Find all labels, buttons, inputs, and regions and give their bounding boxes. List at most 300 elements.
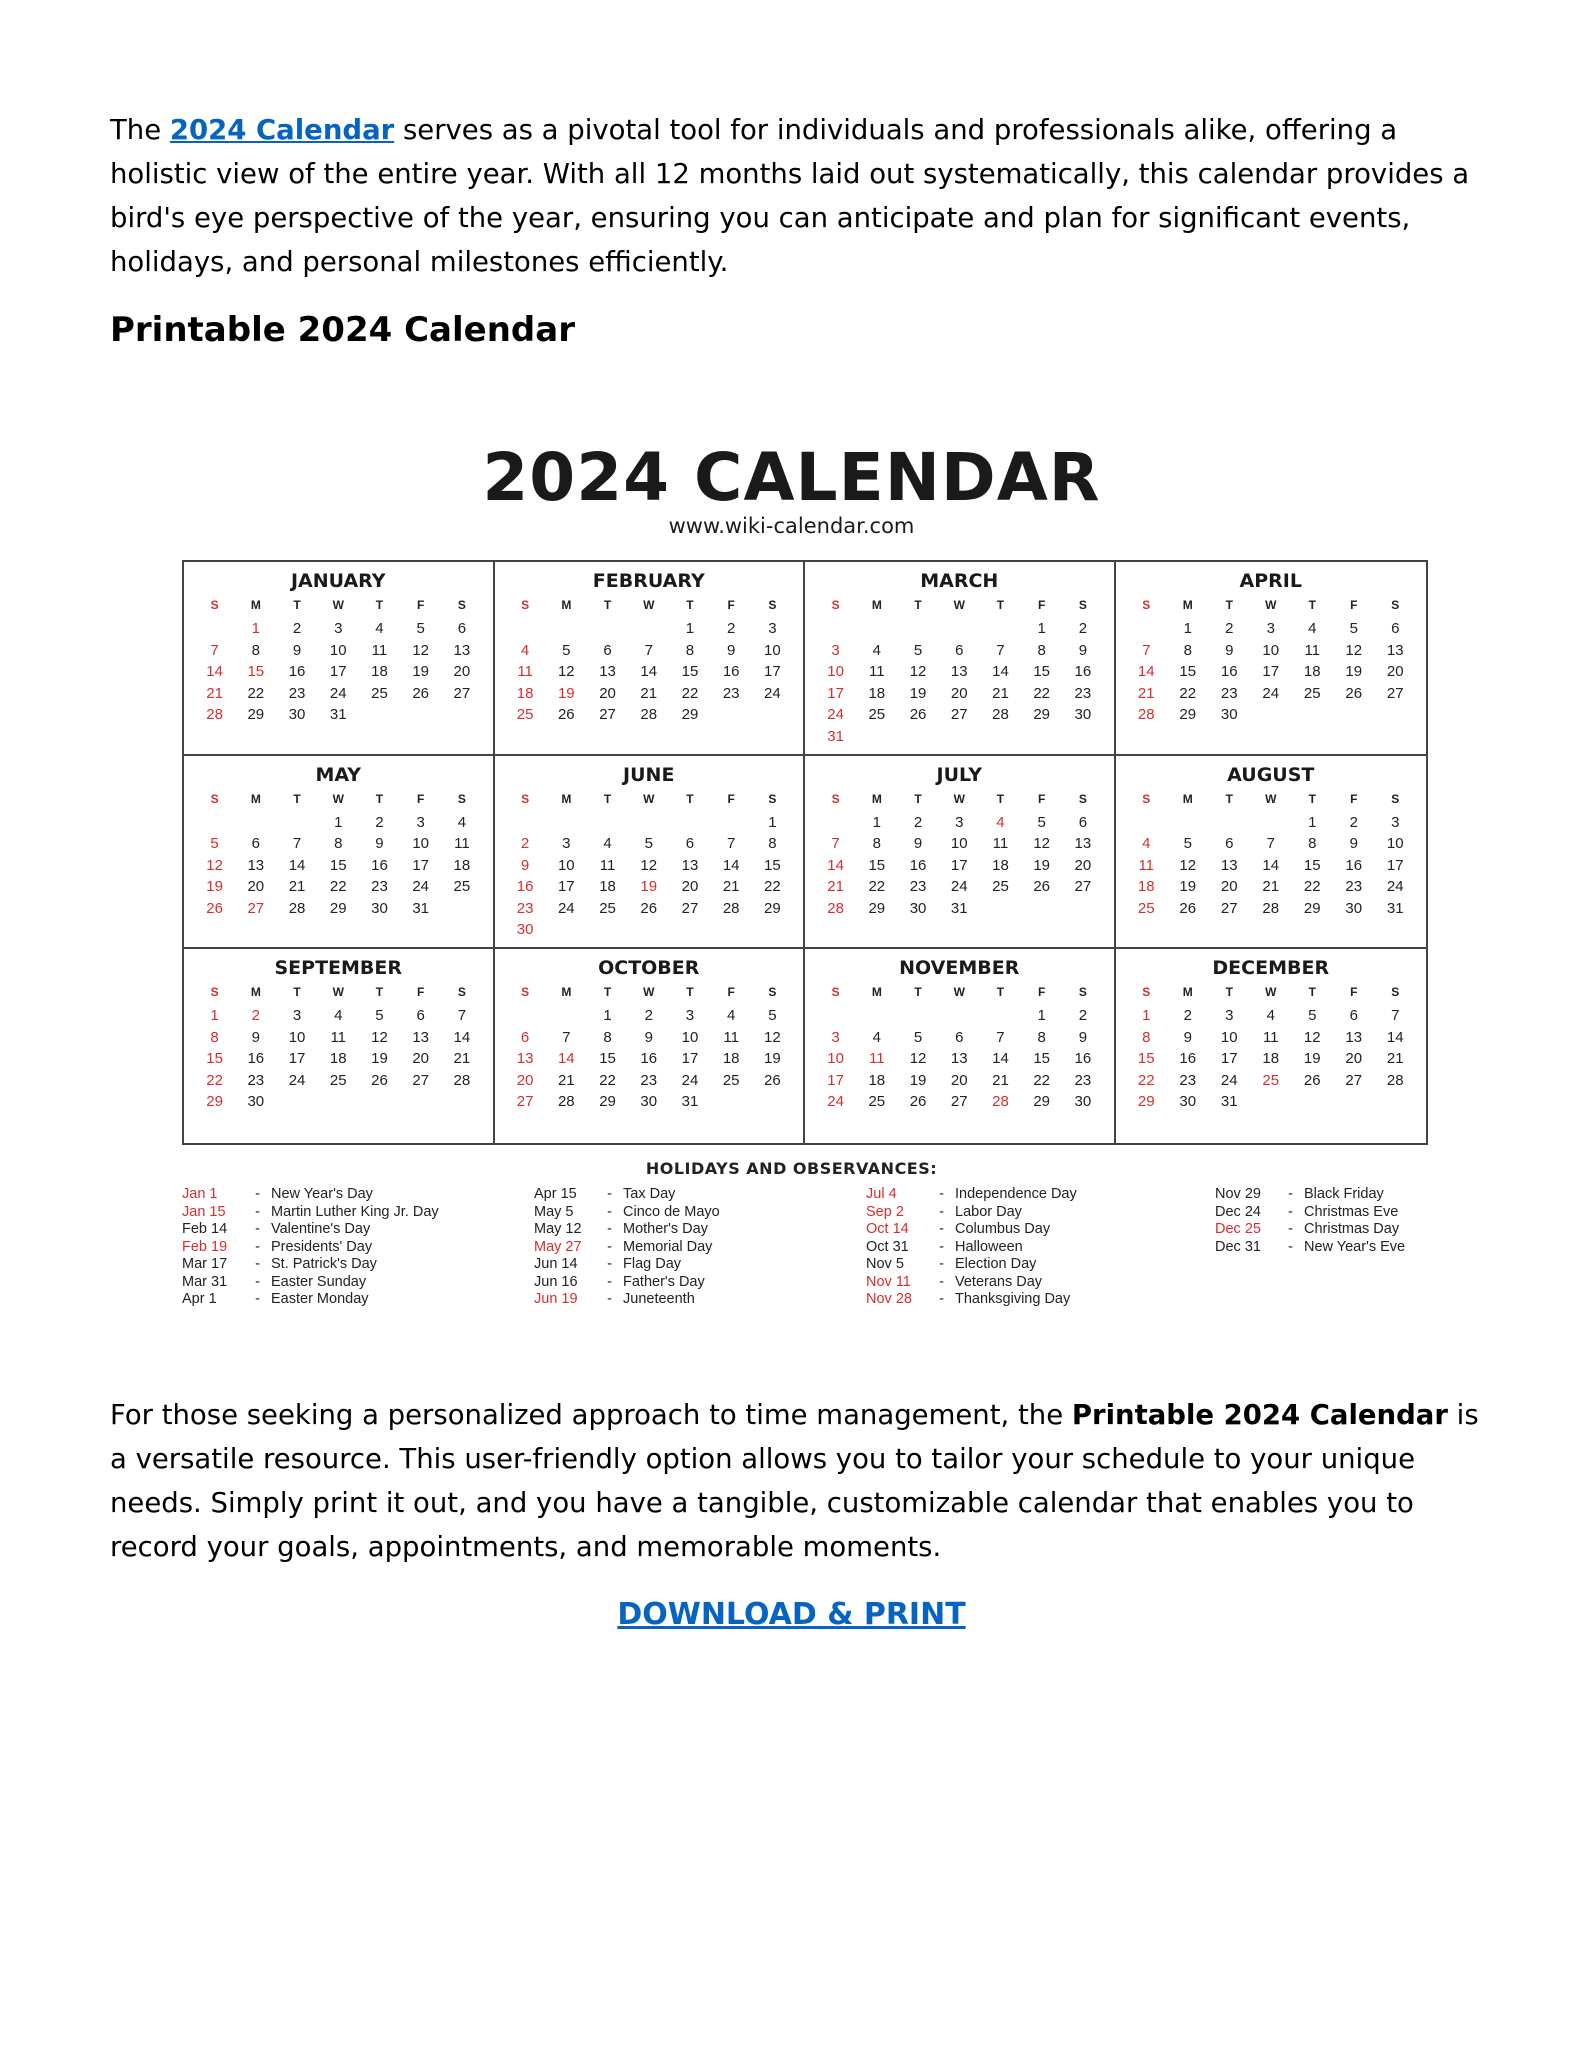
- weekday-header: T: [914, 791, 922, 806]
- day-cell: 9: [520, 856, 530, 874]
- weekday-header: S: [457, 598, 466, 612]
- day-cell: 28: [827, 899, 844, 917]
- day-cell: 7: [1142, 641, 1151, 659]
- week-row: [505, 919, 794, 941]
- empty-cell: [359, 704, 400, 726]
- day-cell: 16: [371, 856, 388, 874]
- holiday-item: [534, 1186, 720, 1204]
- empty-cell: [546, 812, 587, 834]
- day-cell: 20: [247, 878, 265, 896]
- holiday-dash: -: [255, 1186, 260, 1202]
- empty-cell: [546, 618, 587, 640]
- day-cell: 21: [1262, 878, 1280, 896]
- day-cell: 10: [1262, 641, 1280, 659]
- day-cell: 27: [1386, 684, 1404, 702]
- holiday-dash: -: [939, 1203, 944, 1220]
- week-row: [815, 1091, 1104, 1113]
- weekday-header: M: [1182, 791, 1193, 806]
- day-cell: 31: [1386, 899, 1404, 917]
- holiday-date: Sep 2: [866, 1203, 904, 1220]
- day-cell: 23: [722, 684, 740, 702]
- day-cell: 6: [955, 1028, 964, 1046]
- week-row: [505, 640, 794, 662]
- day-cell: 6: [251, 835, 260, 853]
- day-cell: 2: [375, 813, 384, 831]
- month-name: FEBRUARY: [592, 570, 705, 592]
- day-cell: 7: [292, 835, 302, 853]
- day-cell: 11: [723, 1028, 739, 1046]
- day-cell: 10: [288, 1028, 306, 1046]
- day-cell: 9: [1078, 641, 1088, 659]
- weekday-header: S: [1078, 598, 1087, 612]
- day-cell: 31: [950, 899, 968, 917]
- holiday-dash: -: [607, 1238, 612, 1255]
- day-cell: 14: [992, 663, 1009, 680]
- day-cell: 24: [827, 1093, 844, 1111]
- day-cell: 16: [722, 663, 740, 680]
- day-cell: 26: [412, 684, 430, 702]
- holiday-column: [182, 1186, 439, 1309]
- day-cell: 11: [1262, 1028, 1279, 1046]
- holiday-date: Nov 11: [866, 1273, 911, 1290]
- empty-cell: [276, 812, 317, 834]
- day-cell: 15: [681, 663, 699, 680]
- day-cell: 29: [1303, 899, 1321, 917]
- empty-cell: [939, 726, 980, 748]
- weekday-header: T: [375, 598, 384, 612]
- day-cell: 24: [1386, 878, 1404, 896]
- empty-cell: [587, 812, 628, 834]
- day-cell: 7: [457, 1007, 467, 1025]
- empty-cell: [400, 704, 441, 726]
- day-cell: 1: [1308, 813, 1317, 831]
- empty-cell: [1292, 1091, 1334, 1113]
- weekday-header: T: [1225, 598, 1233, 612]
- day-cell: 7: [831, 835, 840, 853]
- day-cell: 30: [516, 921, 534, 939]
- weekday-header: S: [831, 791, 840, 806]
- empty-cell: [1167, 812, 1209, 834]
- day-cell: 20: [412, 1050, 430, 1068]
- empty-cell: [546, 919, 587, 941]
- day-cell: 14: [722, 856, 740, 874]
- day-cell: 5: [562, 641, 571, 659]
- weekday-header: T: [996, 791, 1005, 806]
- day-cell: 21: [206, 684, 223, 702]
- day-cell: 27: [247, 899, 265, 917]
- day-cell: 14: [1137, 663, 1155, 680]
- holiday-dash: -: [1288, 1203, 1293, 1220]
- day-cell: 14: [288, 856, 306, 874]
- day-cell: 14: [827, 856, 844, 874]
- day-cell: 24: [1262, 684, 1280, 702]
- day-cell: 13: [599, 663, 616, 680]
- day-cell: 7: [1266, 835, 1275, 853]
- weekday-header: S: [521, 985, 530, 1000]
- day-cell: 13: [1345, 1028, 1363, 1046]
- day-cell: 26: [1179, 899, 1197, 917]
- day-cell: 3: [1225, 1007, 1234, 1025]
- outro-text-after: is a versatile resource. This user-friendly option allows you to tailor your schedule to your unique needs. Simply print it out, and you have a tangible, customizable calendar that enables you to record your goals, appointments, and memorable moments.: [110, 1399, 1479, 1563]
- day-cell: 18: [868, 1071, 886, 1089]
- day-cell: 19: [1303, 1050, 1321, 1068]
- day-cell: 3: [416, 813, 425, 831]
- weekday-header: F: [727, 985, 735, 1000]
- week-row: [1126, 876, 1417, 898]
- holiday-item: [182, 1274, 439, 1292]
- week-row: [194, 833, 483, 855]
- day-cell: 8: [872, 835, 881, 853]
- day-cell: 29: [868, 899, 886, 917]
- weekday-header: S: [210, 791, 219, 806]
- day-cell: 12: [640, 856, 658, 874]
- day-cell: 15: [764, 856, 781, 874]
- day-cell: 15: [1303, 856, 1321, 874]
- week-row: [1126, 855, 1417, 877]
- holiday-name: Father's Day: [623, 1273, 705, 1290]
- week-row: [505, 898, 794, 920]
- day-cell: 20: [453, 663, 471, 680]
- day-cell: 15: [1179, 663, 1197, 680]
- day-cell: 21: [453, 1050, 471, 1068]
- empty-cell: [235, 812, 276, 834]
- day-cell: 26: [1345, 684, 1363, 702]
- day-cell: 4: [727, 1007, 736, 1025]
- week-row: [505, 876, 794, 898]
- empty-cell: [1062, 898, 1103, 920]
- day-cell: 25: [1262, 1071, 1280, 1089]
- day-cell: 4: [996, 813, 1005, 831]
- day-cell: 25: [516, 706, 534, 723]
- weekday-header-row: [815, 979, 1104, 1005]
- day-cell: 1: [872, 813, 881, 831]
- week-row: [505, 833, 794, 855]
- week-row: [815, 640, 1104, 662]
- holiday-dash: -: [607, 1256, 612, 1272]
- day-cell: 26: [1033, 878, 1051, 896]
- weekday-header: S: [1391, 598, 1400, 612]
- week-row: [194, 812, 483, 834]
- day-cell: 15: [1033, 663, 1051, 680]
- holiday-item: [866, 1274, 1077, 1292]
- weekday-header-row: [505, 979, 794, 1005]
- week-row: [815, 812, 1104, 834]
- week-row: [194, 1027, 483, 1049]
- holiday-dash: -: [939, 1273, 944, 1290]
- day-cell: 23: [288, 684, 306, 702]
- holiday-dash: -: [1288, 1238, 1293, 1255]
- month-january: [184, 562, 495, 756]
- day-cell: 25: [722, 1071, 740, 1089]
- day-cell: 1: [768, 813, 777, 831]
- day-cell: 6: [1225, 835, 1234, 853]
- day-cell: 11: [599, 856, 616, 874]
- day-cell: 30: [1179, 1093, 1197, 1111]
- weekday-header-row: [815, 592, 1104, 618]
- day-cell: 21: [992, 684, 1009, 702]
- holiday-name: Mother's Day: [623, 1221, 708, 1237]
- holiday-date: Mar 17: [182, 1256, 228, 1272]
- holiday-name: New Year's Eve: [1304, 1238, 1406, 1255]
- day-cell: 17: [329, 663, 347, 680]
- day-cell: 9: [1349, 835, 1358, 853]
- day-cell: 31: [1220, 1093, 1238, 1111]
- month-december: [1116, 949, 1427, 1143]
- day-cell: 3: [334, 620, 343, 637]
- day-cell: 23: [1220, 684, 1238, 702]
- day-cell: 11: [869, 663, 885, 680]
- weekday-header: T: [603, 985, 612, 1000]
- month-name: JUNE: [623, 763, 675, 786]
- day-cell: 28: [992, 1093, 1009, 1111]
- day-cell: 18: [1137, 878, 1155, 896]
- weekday-header: S: [1391, 985, 1400, 1000]
- day-cell: 13: [516, 1050, 534, 1068]
- holiday-dash: -: [939, 1186, 944, 1202]
- holiday-date: Dec 25: [1215, 1221, 1261, 1237]
- day-cell: 16: [516, 878, 534, 896]
- weekday-header: M: [561, 985, 572, 1000]
- weekday-header: W: [1265, 598, 1277, 612]
- day-cell: 18: [453, 856, 471, 874]
- holiday-dash: -: [939, 1221, 944, 1237]
- day-cell: 8: [685, 641, 695, 659]
- week-row: [815, 833, 1104, 855]
- empty-cell: [752, 704, 793, 726]
- day-cell: 9: [292, 641, 302, 659]
- day-cell: 26: [206, 899, 223, 917]
- day-cell: 27: [1220, 899, 1238, 917]
- day-cell: 11: [371, 641, 388, 659]
- day-cell: 5: [1183, 835, 1192, 853]
- day-cell: 15: [247, 663, 265, 680]
- week-row: [505, 1091, 794, 1113]
- day-cell: 3: [1266, 620, 1275, 637]
- day-cell: 12: [909, 1050, 927, 1068]
- day-cell: 22: [681, 684, 699, 702]
- day-cell: 3: [831, 641, 840, 659]
- day-cell: 6: [416, 1007, 425, 1025]
- holiday-column: [534, 1186, 720, 1309]
- holidays-title: HOLIDAYS AND OBSERVANCES:: [645, 1159, 938, 1178]
- day-cell: 12: [764, 1028, 781, 1046]
- holiday-dash: -: [939, 1291, 944, 1307]
- day-cell: 6: [603, 641, 612, 659]
- week-row: [1126, 1070, 1417, 1092]
- day-cell: 26: [557, 706, 575, 723]
- empty-cell: [752, 919, 793, 941]
- day-cell: 31: [412, 899, 430, 917]
- holiday-name: Independence Day: [955, 1186, 1077, 1202]
- day-cell: 8: [334, 835, 343, 853]
- day-cell: 24: [329, 684, 347, 702]
- holiday-date: Apr 1: [182, 1291, 217, 1307]
- empty-cell: [980, 898, 1021, 920]
- day-cell: 19: [1345, 663, 1363, 680]
- week-row: [194, 618, 483, 640]
- month-name: AUGUST: [1227, 763, 1315, 786]
- day-cell: 8: [251, 641, 260, 659]
- day-cell: 4: [457, 813, 467, 831]
- day-cell: 17: [1220, 1050, 1238, 1068]
- holiday-date: Oct 14: [866, 1221, 909, 1237]
- day-cell: 13: [1074, 835, 1092, 853]
- holiday-dash: -: [255, 1256, 260, 1272]
- weekday-header: M: [1182, 985, 1193, 1000]
- day-cell: 9: [727, 641, 736, 659]
- calendar-website: www.wiki-calendar.com: [668, 514, 915, 538]
- day-cell: 27: [599, 706, 616, 723]
- weekday-header: T: [1225, 791, 1233, 806]
- holiday-item: [866, 1239, 1077, 1257]
- outro-text-before: For those seeking a personalized approach to time management, the: [110, 1399, 1072, 1431]
- day-cell: 8: [603, 1028, 612, 1046]
- day-cell: 8: [1037, 1028, 1046, 1046]
- day-cell: 28: [992, 706, 1009, 723]
- day-cell: 10: [827, 1050, 844, 1068]
- holiday-date: Nov 5: [866, 1256, 904, 1272]
- day-cell: 2: [1078, 1007, 1088, 1025]
- weekday-header: S: [1142, 985, 1151, 1000]
- day-cell: 2: [251, 1007, 260, 1025]
- weekday-header: S: [831, 985, 840, 1000]
- day-cell: 12: [1179, 856, 1197, 874]
- day-cell: 5: [375, 1007, 384, 1025]
- month-name: OCTOBER: [598, 957, 700, 980]
- day-cell: 5: [1349, 620, 1358, 637]
- day-cell: 22: [1033, 1071, 1051, 1089]
- week-row: [1126, 704, 1417, 726]
- week-row: [505, 704, 794, 726]
- empty-cell: [980, 1005, 1021, 1027]
- week-row: [1126, 812, 1417, 834]
- day-cell: 12: [412, 641, 430, 659]
- holiday-item: [534, 1291, 720, 1309]
- day-cell: 12: [557, 663, 575, 680]
- day-cell: 25: [453, 878, 471, 896]
- day-cell: 12: [909, 663, 927, 680]
- day-cell: 8: [1037, 641, 1046, 659]
- day-cell: 4: [872, 641, 881, 659]
- day-cell: 23: [640, 1071, 658, 1089]
- day-cell: 29: [681, 706, 699, 723]
- day-cell: 25: [329, 1071, 347, 1089]
- week-row: [194, 898, 483, 920]
- day-cell: 20: [950, 684, 968, 702]
- day-cell: 29: [1033, 706, 1051, 723]
- day-cell: 4: [375, 620, 384, 637]
- month-february: [495, 562, 806, 756]
- empty-cell: [939, 618, 980, 640]
- week-row: [1126, 1005, 1417, 1027]
- empty-cell: [1126, 618, 1168, 640]
- day-cell: 5: [644, 835, 653, 853]
- holiday-name: Martin Luther King Jr. Day: [271, 1203, 439, 1220]
- week-row: [505, 1048, 794, 1070]
- empty-cell: [669, 812, 710, 834]
- day-cell: 22: [247, 684, 265, 702]
- day-cell: 27: [516, 1093, 534, 1111]
- day-cell: 28: [557, 1093, 575, 1111]
- weekday-header: S: [1391, 791, 1400, 806]
- weekday-header: S: [831, 598, 840, 612]
- weekday-header: F: [1350, 598, 1358, 612]
- day-cell: 19: [371, 1050, 388, 1068]
- day-cell: 21: [992, 1071, 1009, 1089]
- holiday-name: St. Patrick's Day: [271, 1256, 377, 1272]
- day-cell: 9: [913, 835, 923, 853]
- day-cell: 22: [1179, 684, 1197, 702]
- day-cell: 18: [1303, 663, 1321, 680]
- day-cell: 29: [1033, 1093, 1051, 1111]
- weekday-header: S: [768, 791, 777, 806]
- day-cell: 8: [1308, 835, 1317, 853]
- day-cell: 23: [909, 878, 927, 896]
- week-row: [505, 812, 794, 834]
- empty-cell: [815, 1005, 856, 1027]
- day-cell: 11: [1304, 641, 1321, 659]
- calendar-link[interactable]: 2024 Calendar: [169, 114, 395, 146]
- week-row: [815, 618, 1104, 640]
- week-row: [1126, 1027, 1417, 1049]
- day-cell: 3: [562, 835, 571, 853]
- day-cell: 25: [599, 899, 616, 917]
- day-cell: 28: [1386, 1071, 1404, 1089]
- holiday-name: Cinco de Mayo: [623, 1203, 720, 1220]
- day-cell: 16: [640, 1050, 658, 1068]
- day-cell: 1: [210, 1007, 219, 1025]
- weekday-header: F: [417, 791, 425, 806]
- download-print-link[interactable]: DOWNLOAD & PRINT: [617, 1597, 966, 1632]
- weekday-header: S: [1078, 985, 1087, 1000]
- weekday-header: T: [375, 985, 384, 1000]
- day-cell: 28: [1137, 706, 1155, 723]
- empty-cell: [815, 618, 856, 640]
- holiday-item: [182, 1221, 439, 1239]
- day-cell: 31: [329, 706, 347, 723]
- day-cell: 1: [1037, 1007, 1046, 1025]
- day-cell: 30: [1074, 1093, 1092, 1111]
- day-cell: 22: [1033, 684, 1051, 702]
- empty-cell: [400, 1091, 441, 1113]
- weekday-header: F: [1350, 985, 1358, 1000]
- day-cell: 19: [1033, 856, 1051, 874]
- week-row: [505, 1070, 794, 1092]
- empty-cell: [628, 919, 669, 941]
- day-cell: 22: [206, 1071, 223, 1089]
- weekday-header: T: [1308, 598, 1316, 612]
- day-cell: 14: [1386, 1028, 1404, 1046]
- day-cell: 5: [1308, 1007, 1317, 1025]
- holiday-date: Feb 19: [182, 1238, 228, 1255]
- day-cell: 27: [1074, 878, 1092, 896]
- day-cell: 26: [909, 1093, 927, 1111]
- day-cell: 22: [329, 878, 347, 896]
- month-august: [1116, 756, 1427, 950]
- day-cell: 11: [992, 835, 1009, 853]
- holiday-item: [866, 1186, 1077, 1204]
- weekday-header: M: [250, 791, 261, 806]
- day-cell: 24: [412, 878, 430, 896]
- holiday-dash: -: [607, 1186, 612, 1202]
- holiday-name: Easter Sunday: [271, 1273, 367, 1290]
- intro-text-before: The: [110, 114, 170, 146]
- week-row: [505, 1005, 794, 1027]
- day-cell: 18: [516, 684, 534, 702]
- day-cell: 14: [640, 663, 658, 680]
- month-grid: [182, 560, 1428, 1145]
- month-april: [1116, 562, 1427, 756]
